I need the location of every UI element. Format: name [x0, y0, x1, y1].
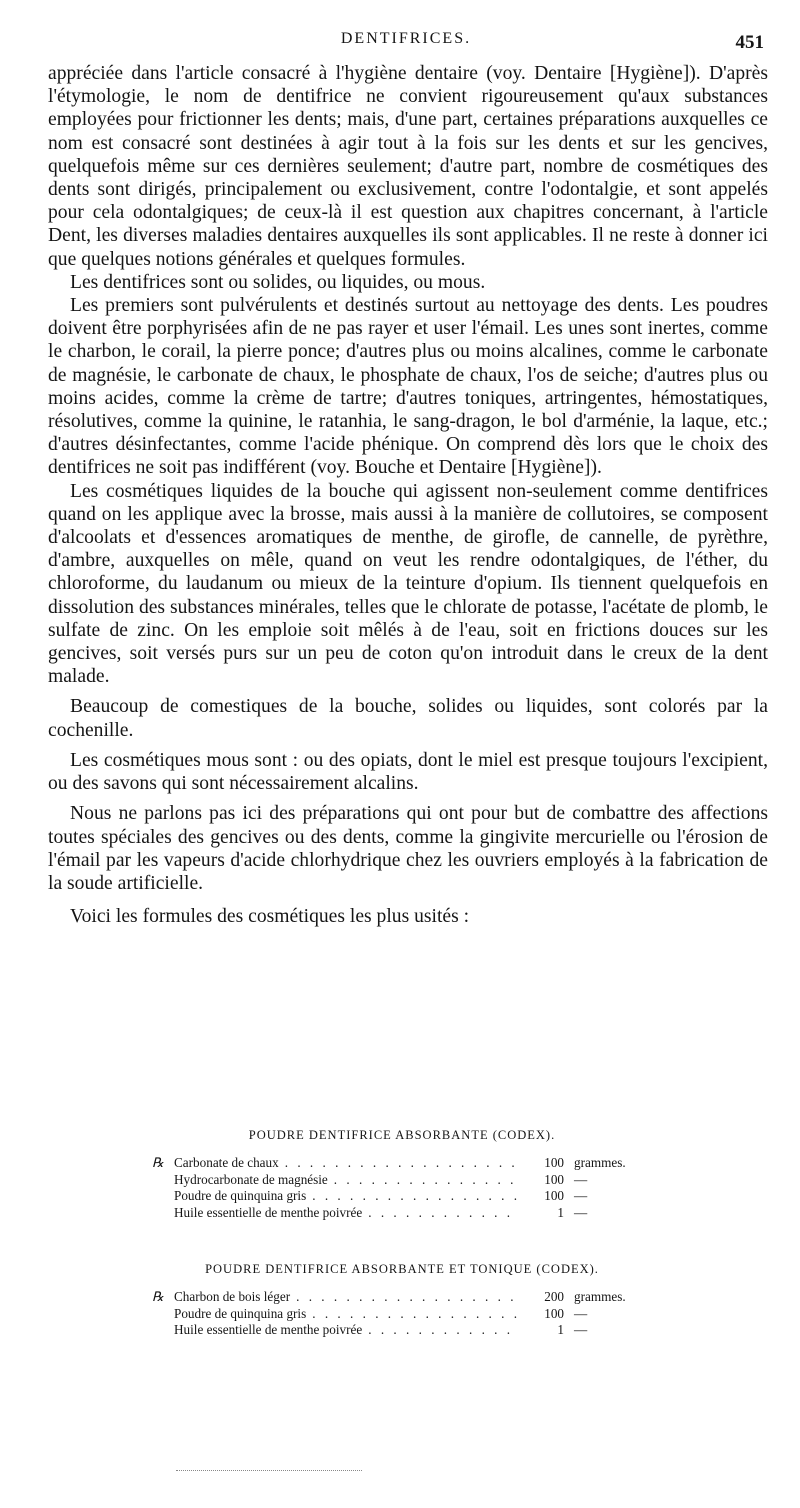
- formula-row: [152, 1188, 652, 1205]
- formula-row: [152, 1205, 652, 1222]
- leader-dots: [368, 1322, 518, 1339]
- formula-row: [152, 1289, 652, 1306]
- ingredient-name: Hydrocarbonate de magnésie: [174, 1171, 328, 1187]
- leader-dots: [312, 1188, 518, 1205]
- paragraph-liquids: Les cosmétiques liquides de la bouche qui agissent non-seulement comme dentifrices quand on les applique avec la brosse, mais aussi à la manière de collutoires, se composent d'alcoolats et d'essences aromatiques de menthe, de girofle, de cannelle, de pyrèthre, d'ambre, auxquelles on mêle, quand on veut les rendre odontalgiques, de l'éther, du chloroforme, du laudanum ou mieux de la teinture d'opium. Ils tiennent quelquefois en dissolution des substances minérales, telles que le chlorate de potasse, l'acétate de plomb, le sulfate de zinc. On les emploie soit mêlés à de l'eau, soit en frictions douces sur les gencives, soit versés purs sur un peu de coton qu'on introduit dans le creux de la dent malade.: [48, 480, 768, 688]
- formula-title: POUDRE DENTIFRICE ABSORBANTE ET TONIQUE (CODEX).: [205, 1262, 599, 1276]
- ingredient-quantity: 100: [544, 1305, 564, 1321]
- ingredient-unit: —: [574, 1204, 588, 1220]
- ingredient-name: Huile essentielle de menthe poivrée: [174, 1204, 363, 1220]
- leader-dots: [285, 1155, 518, 1172]
- formula-absorbante: [152, 1128, 652, 1221]
- recipe-symbol: ℞: [152, 1155, 164, 1170]
- paragraph-continuation: appréciée dans l'article consacré à l'hygiène dentaire (voy. Dentaire [Hygiène]). D'après l'étymologie, le nom de dentifrice ne convient rigoureusement qu'aux substances employées pour frictionner les dents; mais, d'une part, certaines préparations auxquelles ce nom est consacré sont destinées à agir tout à la fois sur les dents et sur les gencives, quelquefois même sur ces dernières seulement; d'autre part, nombre de cosmétiques des dents sont dirigés, principalement ou exclusivement, contre l'odontalgie, et sont appelés pour cela odontalgiques; de ceux-là il est question aux chapitres concernant, à l'article Dent, les diverses maladies dentaires auxquelles ils sont applicables. Il ne reste à donner ici que quelques notions générales et quelques formules.: [48, 63, 768, 270]
- formula-row: [152, 1322, 652, 1339]
- paragraph-cochineal: Beaucoup de comestiques de la bouche, solides ou liquides, sont colorés par la cochenille.: [48, 696, 768, 741]
- ingredient-unit: —: [574, 1305, 588, 1321]
- paragraph-exclusions: Nous ne parlons pas ici des préparations qui ont pour but de combattre des affections toutes spéciales des gencives ou des dents, comme la gingivite mercurielle ou l'érosion de l'émail par les vapeurs d'acide chlorhydrique chez les ouvriers employés à la fabrication de la soude artificielle.: [48, 803, 768, 894]
- running-title: DENTIFRICES.: [340, 30, 472, 47]
- ingredient-name: Poudre de quinquina gris: [174, 1188, 307, 1204]
- ingredient-unit: grammes.: [574, 1155, 626, 1170]
- paragraph-categories: Les dentifrices sont ou solides, ou liquides, ou mous.: [70, 271, 486, 293]
- page-header: [48, 30, 764, 54]
- ingredient-quantity: 100: [544, 1155, 564, 1170]
- formula-title: POUDRE DENTIFRICE ABSORBANTE (CODEX).: [248, 1128, 556, 1142]
- ingredient-unit: —: [574, 1322, 588, 1338]
- leader-dots: [312, 1306, 518, 1323]
- paragraph-formulas-intro: Voici les formules des cosmétiques les plus usités :: [70, 906, 470, 928]
- ingredient-name: Carbonate de chaux: [174, 1155, 279, 1170]
- page-number: 451: [735, 32, 764, 53]
- body-text: [48, 62, 768, 928]
- leader-dots: [368, 1205, 518, 1222]
- ingredient-unit: grammes.: [574, 1289, 626, 1304]
- leader-dots: [296, 1289, 518, 1306]
- formula-row: [152, 1155, 652, 1172]
- leader-dots: [334, 1172, 518, 1189]
- ingredient-unit: —: [574, 1171, 588, 1187]
- ingredient-quantity: 200: [544, 1289, 564, 1304]
- footer-dotted-rule: [176, 1470, 362, 1471]
- formula-row: [152, 1172, 652, 1189]
- ingredient-quantity: 1: [557, 1204, 564, 1220]
- paragraph-soft: Les cosmétiques mous sont : ou des opiats, dont le miel est presque toujours l'excipient, ou des savons qui sont nécessairement alcalins.: [48, 749, 768, 795]
- ingredient-quantity: 1: [557, 1322, 564, 1338]
- ingredient-name: Charbon de bois léger: [174, 1289, 291, 1304]
- formula-row: [152, 1306, 652, 1323]
- paragraph-powders: Les premiers sont pulvérulents et destinés surtout au nettoyage des dents. Les poudres doivent être porphyrisées afin de ne pas rayer et user l'émail. Les unes sont inertes, comme le charbon, le corail, la pierre ponce; d'autres plus ou moins alcalines, comme le carbonate de magnésie, le carbonate de chaux, le phosphate de chaux, l'os de seiche; d'autres plus ou moins acides, comme la crème de tartre; d'autres toniques, artringentes, hémostatiques, résolutives, comme la quinine, le ratanhia, le sang-dragon, le bol d'arménie, la laque, etc.; d'autres désinfectantes, comme l'acide phénique. On comprend dès lors que le choix des dentifrices ne soit pas indifférent (voy. Bouche et Dentaire [Hygiène]).: [48, 295, 768, 479]
- ingredient-name: Poudre de quinquina gris: [174, 1305, 307, 1321]
- formula-absorbante-tonique: [152, 1262, 652, 1339]
- recipe-symbol: ℞: [152, 1289, 164, 1304]
- ingredient-unit: —: [574, 1188, 588, 1204]
- ingredient-quantity: 100: [544, 1188, 564, 1204]
- ingredient-name: Huile essentielle de menthe poivrée: [174, 1322, 363, 1338]
- ingredient-quantity: 100: [544, 1171, 564, 1187]
